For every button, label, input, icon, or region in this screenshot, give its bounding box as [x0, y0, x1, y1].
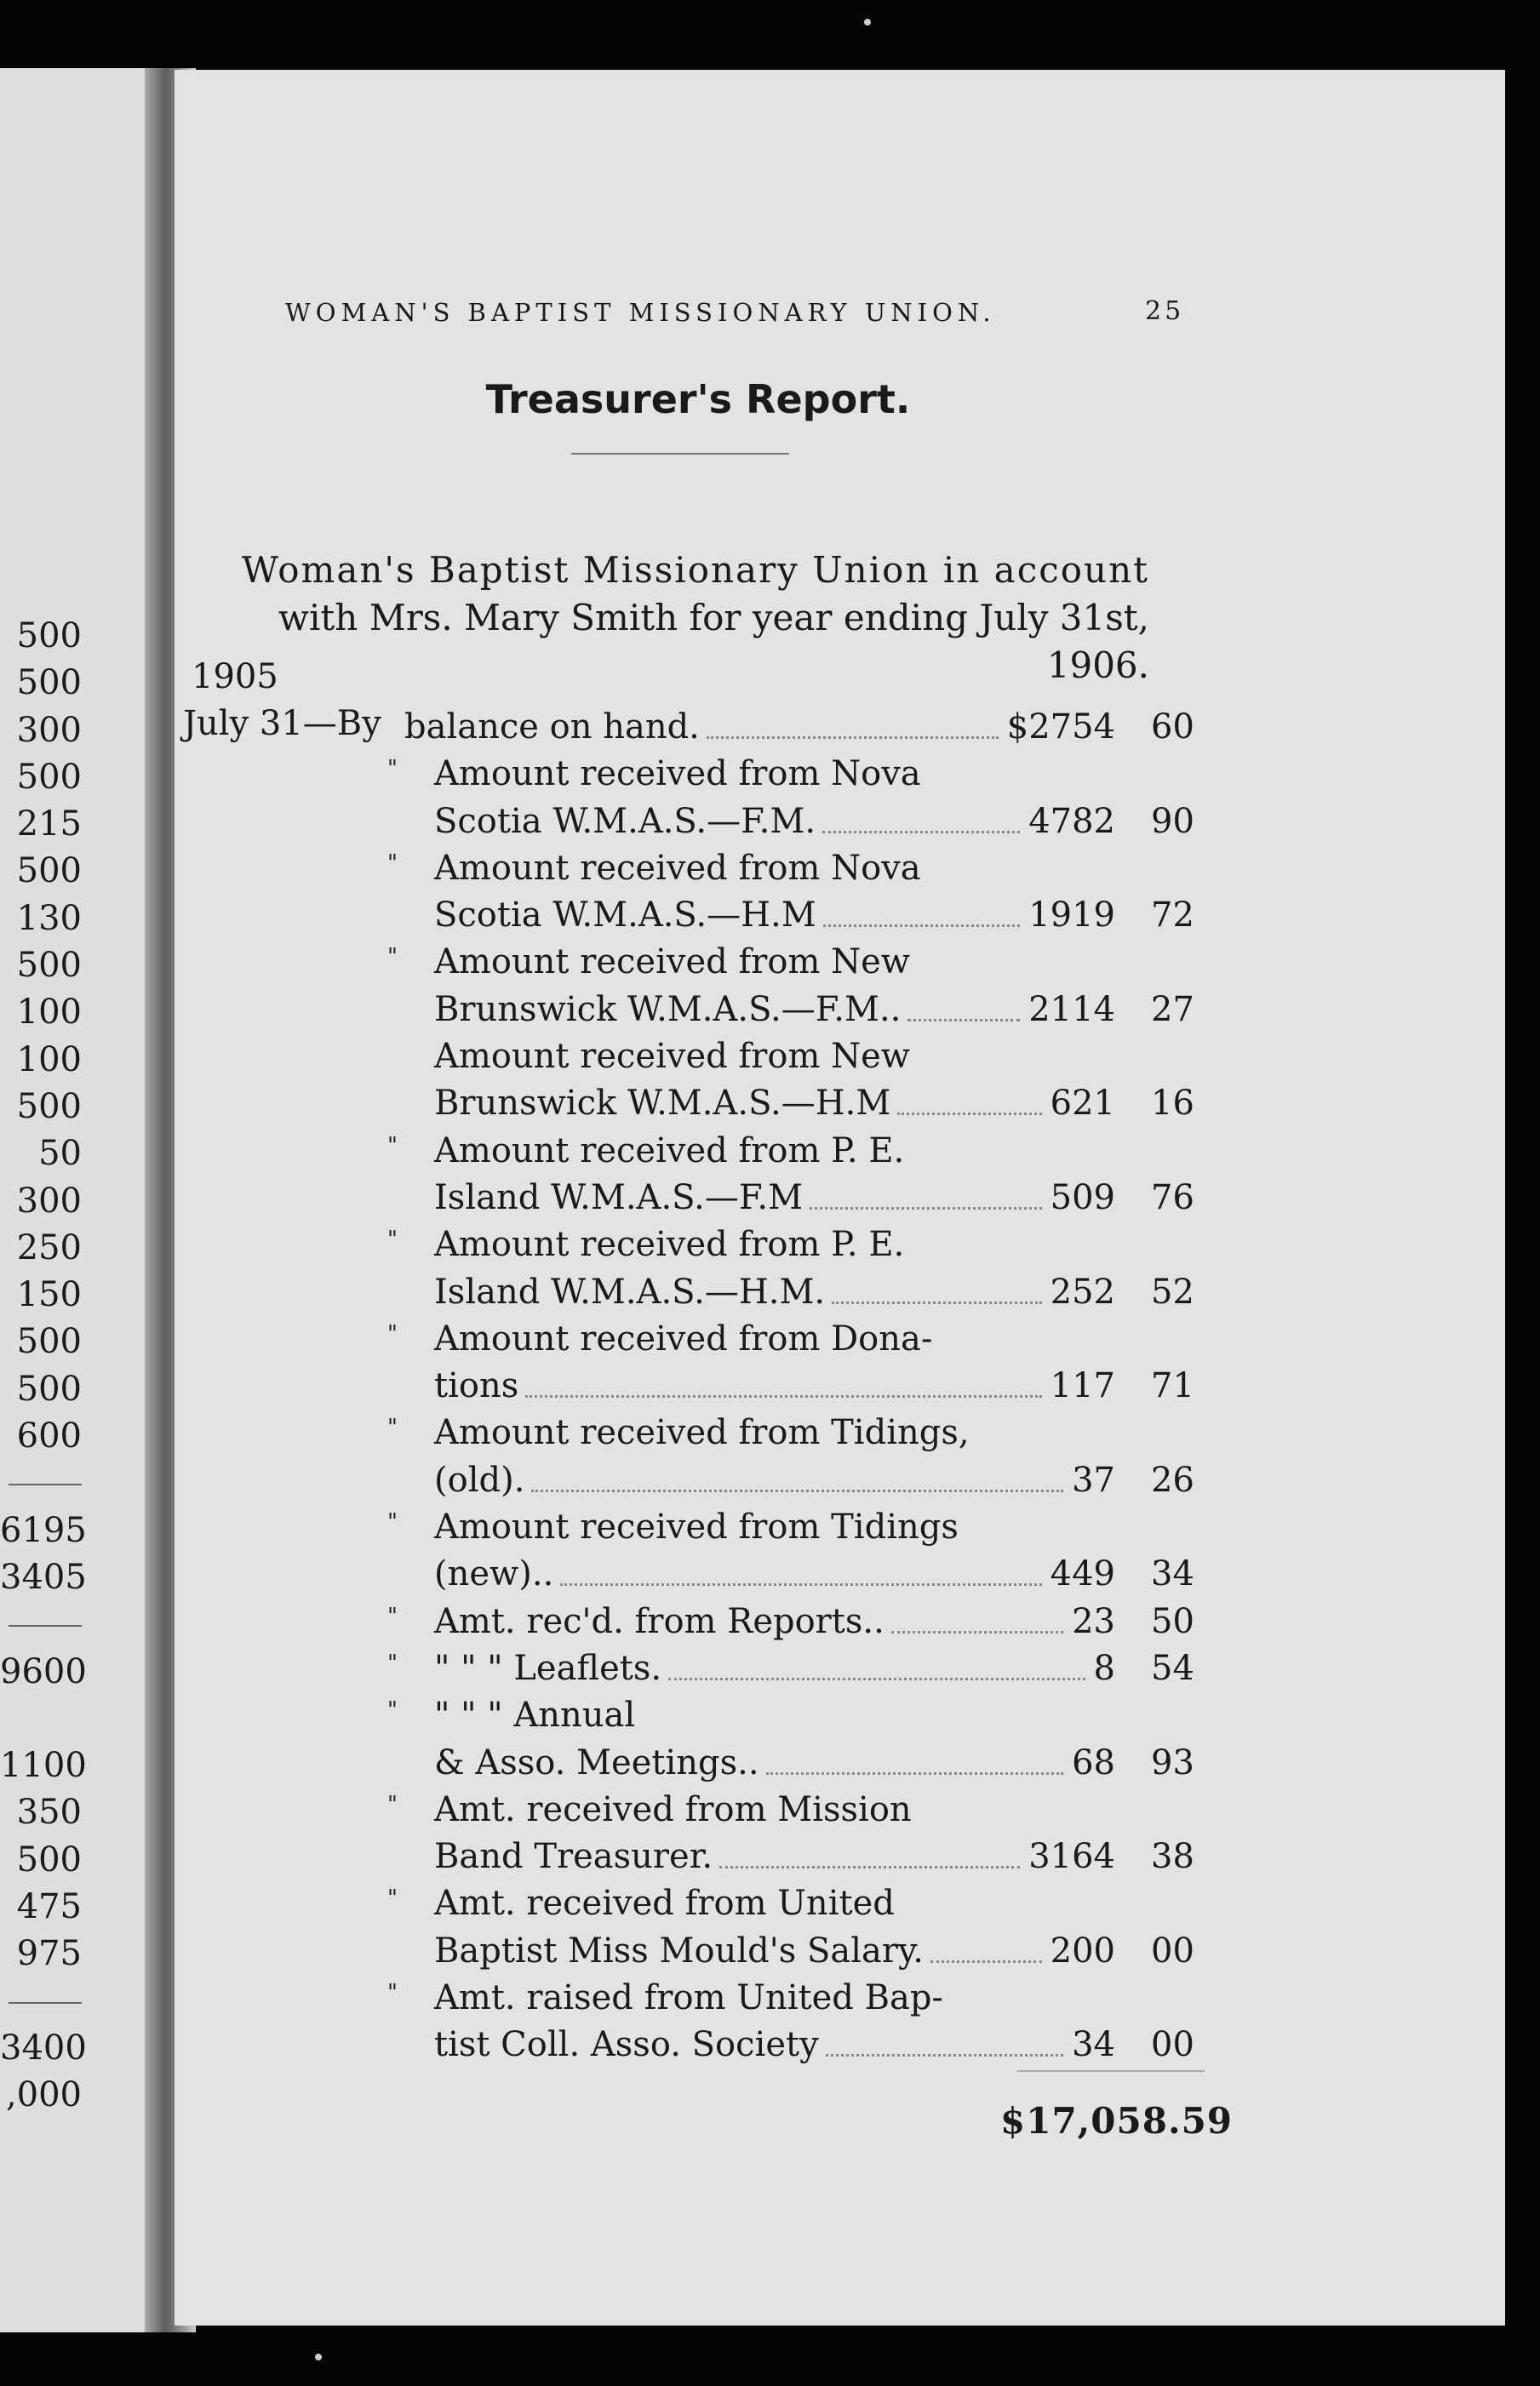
entry-text: Band Treasurer. — [434, 1837, 713, 1877]
left-figure: 3400 — [0, 2028, 87, 2068]
amount-cents: 00 — [1151, 1931, 1194, 1971]
leader-dots — [810, 1207, 1042, 1210]
left-figure: 50 — [38, 1134, 82, 1174]
ledger-entry — [175, 1975, 1222, 2069]
entry-line — [175, 1457, 1222, 1504]
entry-text: Brunswick W.M.A.S.—H.M — [434, 1084, 891, 1124]
ditto-mark: " — [387, 1791, 398, 1817]
ditto-mark: " — [387, 1650, 398, 1676]
amount-cents: 50 — [1151, 1601, 1194, 1641]
entry-text: Amount received from Nova — [434, 848, 921, 888]
intro-paragraph — [175, 546, 1196, 689]
amount-cents: 93 — [1151, 1742, 1194, 1782]
left-figure: 500 — [16, 616, 82, 655]
left-rule — [0, 1601, 82, 1648]
leader-dots — [719, 1866, 1020, 1868]
entry-line — [175, 751, 1222, 798]
left-figure: 500 — [16, 946, 82, 986]
entry-text: tions — [434, 1366, 519, 1406]
entry-text: Brunswick W.M.A.S.—F.M.. — [434, 989, 902, 1029]
amount-cents: 34 — [1151, 1554, 1194, 1594]
entry-line — [175, 2022, 1222, 2068]
page-number: 25 — [1145, 296, 1185, 326]
left-figure: 300 — [16, 710, 82, 750]
amount-dollars: 449 — [1050, 1554, 1115, 1594]
left-figure: 475 — [16, 1887, 82, 1927]
ditto-mark: " — [387, 1415, 398, 1441]
ditto-mark: " — [387, 944, 398, 970]
entry-line — [175, 1740, 1222, 1787]
amount-dollars: 252 — [1050, 1272, 1115, 1312]
running-header: WOMAN'S BAPTIST MISSIONARY UNION. — [285, 298, 996, 327]
left-figure: 500 — [16, 1840, 82, 1880]
leader-dots — [822, 831, 1020, 833]
entry-line — [175, 1599, 1222, 1645]
left-figure: 600 — [16, 1416, 82, 1456]
amount-cents: 52 — [1151, 1272, 1194, 1312]
left-figure: 150 — [16, 1275, 82, 1315]
entry-text: Amount received from New — [434, 942, 911, 982]
entry-line — [175, 1316, 1222, 1363]
ledger-entries — [175, 704, 1222, 2069]
ledger-entry — [175, 1599, 1222, 1645]
left-page-fragment — [0, 68, 145, 2332]
entry-line — [175, 1175, 1222, 1222]
left-rule — [0, 1460, 82, 1507]
left-figure: 975 — [16, 1934, 82, 1974]
ditto-mark: " — [387, 1885, 398, 1912]
left-page-figures — [0, 613, 87, 2120]
left-figure: 215 — [16, 804, 82, 844]
entry-text: balance on hand. — [404, 707, 700, 747]
ditto-mark: " — [387, 1320, 398, 1347]
entry-text: Amount received from Nova — [434, 754, 921, 794]
entry-line — [175, 1787, 1222, 1834]
entry-text: Amt. raised from United Bap- — [434, 1978, 943, 2018]
grand-total: $17,058.59 — [1000, 2100, 1234, 2142]
leader-dots — [525, 1395, 1042, 1398]
entry-text: Scotia W.M.A.S.—F.M. — [434, 801, 816, 841]
entry-line — [175, 1363, 1222, 1410]
amount-dollars: $2754 — [1006, 707, 1115, 747]
leader-dots — [826, 2054, 1063, 2057]
ledger-entry — [175, 1504, 1222, 1599]
entry-line — [175, 1410, 1222, 1456]
entry-line — [175, 798, 1222, 845]
amount-cents: 00 — [1151, 2025, 1194, 2065]
leader-dots — [832, 1302, 1042, 1304]
left-rule — [0, 1978, 82, 2025]
ledger-entry — [175, 1033, 1222, 1128]
leader-dots — [668, 1678, 1085, 1680]
entry-text: (new).. — [434, 1554, 554, 1594]
page — [175, 70, 1505, 2326]
amount-cents: 27 — [1151, 989, 1194, 1029]
entry-line — [175, 1128, 1222, 1175]
ledger-entry — [175, 1222, 1222, 1316]
entry-text: Amount received from P. E. — [434, 1225, 905, 1265]
amount-dollars: 3164 — [1028, 1837, 1115, 1877]
entry-line — [175, 1692, 1222, 1739]
amount-dollars: 1919 — [1028, 895, 1115, 936]
left-figure: 500 — [16, 757, 82, 797]
amount-dollars: 509 — [1050, 1177, 1115, 1217]
entry-text: Amount received from Tidings, — [434, 1413, 970, 1453]
entry-text: Scotia W.M.A.S.—H.M — [434, 895, 816, 936]
intro-line: Woman's Baptist Missionary Union in account — [241, 549, 1149, 591]
entry-line — [175, 987, 1222, 1033]
entry-line — [175, 892, 1222, 939]
amount-cents: 26 — [1151, 1460, 1194, 1500]
entry-text: & Asso. Meetings.. — [434, 1742, 759, 1782]
amount-dollars: 200 — [1050, 1931, 1115, 1971]
entry-line — [175, 1080, 1222, 1127]
intro-line: with Mrs. Mary Smith for year ending July 31st, 1906. — [278, 597, 1149, 686]
leader-dots — [766, 1772, 1063, 1775]
leader-dots — [707, 736, 999, 739]
ledger-entry — [175, 845, 1222, 940]
page-title: Treasurer's Report. — [485, 376, 911, 422]
title-rule — [571, 453, 789, 455]
entry-text: Amt. received from Mission — [434, 1789, 912, 1829]
amount-dollars: 4782 — [1028, 801, 1115, 841]
entry-text: " " " Annual — [434, 1696, 636, 1736]
left-figure: 130 — [16, 898, 82, 938]
left-figure: 3405 — [0, 1557, 87, 1597]
entry-text: Island W.M.A.S.—H.M. — [434, 1272, 826, 1312]
leader-dots — [930, 1960, 1042, 1963]
amount-cents: 60 — [1151, 707, 1194, 747]
entry-text: Amt. rec'd. from Reports.. — [434, 1601, 884, 1641]
total-rule — [1017, 2070, 1205, 2072]
scan-speck — [864, 19, 871, 26]
entry-line — [175, 845, 1222, 892]
entry-line — [175, 1504, 1222, 1551]
ledger-entry — [175, 1880, 1222, 1975]
left-gap — [0, 1696, 82, 1742]
amount-dollars: 2114 — [1028, 989, 1115, 1029]
scan-speck — [315, 2354, 322, 2360]
amount-cents: 16 — [1151, 1084, 1194, 1124]
entry-line — [175, 1834, 1222, 1880]
entry-text: tist Coll. Asso. Society — [434, 2025, 819, 2065]
leader-dots — [907, 1019, 1020, 1021]
amount-cents: 71 — [1151, 1366, 1194, 1406]
entry-line — [175, 939, 1222, 986]
amount-cents: 76 — [1151, 1177, 1194, 1217]
ditto-mark: " — [387, 1132, 398, 1159]
date-label: July 31—By — [183, 704, 381, 743]
leader-dots — [891, 1631, 1063, 1634]
ledger-entry — [175, 1316, 1222, 1410]
entry-line — [175, 1880, 1222, 1927]
left-figure: 500 — [16, 1086, 82, 1126]
amount-dollars: 68 — [1072, 1742, 1115, 1782]
amount-cents: 90 — [1151, 801, 1194, 841]
entry-text: " " " Leaflets. — [434, 1648, 662, 1688]
entry-line — [175, 1975, 1222, 2022]
ledger-entry — [175, 1787, 1222, 1881]
entry-text: (old). — [434, 1460, 525, 1500]
entry-text: Island W.M.A.S.—F.M — [434, 1177, 804, 1217]
entry-text: Amount received from Dona- — [434, 1319, 933, 1359]
entry-line — [175, 1645, 1222, 1692]
left-figure: 6195 — [0, 1510, 87, 1550]
left-figure: ,000 — [5, 2075, 82, 2115]
ledger-entry — [175, 1645, 1222, 1692]
amount-cents: 38 — [1151, 1837, 1194, 1877]
entry-line — [175, 1033, 1222, 1080]
ledger-entry — [175, 704, 1222, 751]
ledger-entry — [175, 939, 1222, 1033]
ledger-entry — [175, 1692, 1222, 1787]
amount-dollars: 34 — [1072, 2025, 1115, 2065]
ledger-entry — [175, 751, 1222, 845]
amount-dollars: 621 — [1050, 1084, 1115, 1124]
left-figure: 500 — [16, 851, 82, 891]
left-figure: 9600 — [0, 1651, 87, 1691]
entry-text: Amount received from P. E. — [434, 1130, 905, 1170]
ditto-mark: " — [387, 1227, 398, 1253]
amount-dollars: 23 — [1072, 1601, 1115, 1641]
entry-line — [175, 1222, 1222, 1268]
ledger-entry — [175, 1128, 1222, 1222]
left-figure: 100 — [16, 1039, 82, 1079]
ditto-mark: " — [387, 1603, 398, 1629]
ditto-mark: " — [387, 1697, 398, 1724]
leader-dots — [823, 924, 1020, 927]
ditto-mark: " — [387, 1980, 398, 2006]
left-figure: 500 — [16, 1322, 82, 1362]
ditto-mark: " — [387, 1509, 398, 1536]
leader-dots — [560, 1583, 1042, 1586]
entry-text: Amount received from Tidings — [434, 1508, 959, 1548]
year-label: 1905 — [192, 657, 278, 696]
amount-dollars: 117 — [1050, 1366, 1115, 1406]
left-figure: 500 — [16, 663, 82, 703]
left-figure: 300 — [16, 1181, 82, 1221]
amount-dollars: 8 — [1093, 1648, 1115, 1688]
entry-line — [175, 1269, 1222, 1316]
left-figure: 250 — [16, 1227, 82, 1267]
entry-text: Amount received from New — [434, 1037, 911, 1077]
left-figure: 350 — [16, 1793, 82, 1833]
entry-text: Amt. received from United — [434, 1884, 895, 1924]
ditto-mark: " — [387, 850, 398, 876]
ledger-entry — [175, 1410, 1222, 1504]
leader-dots — [531, 1490, 1063, 1492]
amount-cents: 54 — [1151, 1648, 1194, 1688]
leader-dots — [897, 1113, 1042, 1115]
ditto-mark: " — [387, 756, 398, 782]
entry-line — [175, 704, 1222, 751]
entry-line — [175, 1551, 1222, 1598]
entry-text: Baptist Miss Mould's Salary. — [434, 1931, 924, 1971]
entry-line — [175, 1928, 1222, 1975]
amount-cents: 72 — [1151, 895, 1194, 936]
left-figure: 100 — [16, 993, 82, 1033]
amount-dollars: 37 — [1072, 1460, 1115, 1500]
left-figure: 1100 — [0, 1746, 87, 1786]
left-figure: 500 — [16, 1369, 82, 1409]
